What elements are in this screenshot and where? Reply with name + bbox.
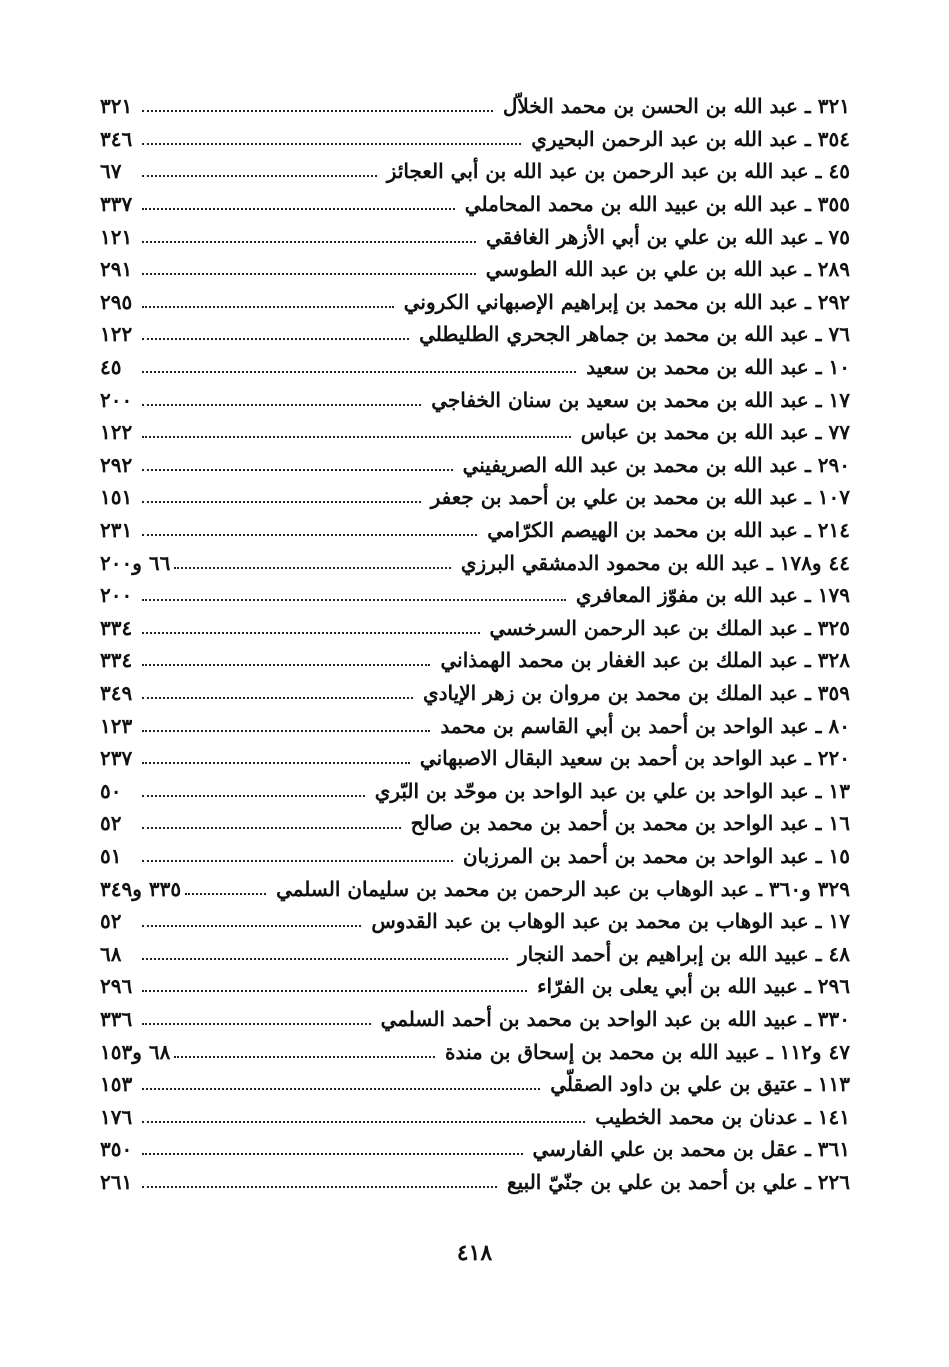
index-entry	[100, 449, 850, 482]
index-entry	[100, 253, 850, 286]
index-entry	[100, 123, 850, 156]
dot-leader	[142, 990, 527, 992]
dot-leader	[142, 436, 571, 438]
entry-page-ref: ٣٣٦	[100, 1006, 133, 1031]
entry-page-ref: ٢٠٠	[100, 583, 133, 608]
dot-leader	[142, 338, 409, 340]
entry-name: ١٧ ـ عبد الوهاب بن محمد بن عبد الوهاب بن عبد القدوس	[371, 909, 850, 934]
entry-name: ٤٨ ـ عبيد الله بن إبراهيم بن أحمد النجار	[517, 941, 850, 966]
index-entry	[100, 383, 850, 416]
entry-page-ref: ١٢٢	[100, 322, 133, 347]
dot-leader	[142, 1121, 585, 1123]
entry-name: ٢٢٠ ـ عبد الواحد بن أحمد بن سعيد البقال الاصبهاني	[419, 746, 850, 771]
dot-leader	[142, 501, 421, 503]
entry-page-ref: ٣٤٦	[100, 126, 133, 151]
index-entry	[100, 188, 850, 221]
entry-name: ١٥ ـ عبد الواحد بن محمد بن أحمد بن المرزبان	[462, 843, 850, 868]
index-list	[100, 90, 850, 1198]
index-entry	[100, 644, 850, 677]
dot-leader	[142, 241, 476, 243]
entry-name: ٣٥٤ ـ عبد الله بن عبد الرحمن البحيري	[531, 126, 850, 151]
entry-name: ١٠ ـ عبد الله بن محمد بن سعيد	[586, 355, 850, 380]
dot-leader	[174, 567, 451, 569]
dot-leader	[142, 534, 477, 536]
dot-leader	[142, 404, 421, 406]
dot-leader	[142, 1153, 523, 1155]
entry-name: ٢٨٩ ـ عبد الله بن علي بن عبد الله الطوسي	[485, 257, 850, 282]
index-entry	[100, 807, 850, 840]
entry-page-ref: ٣٤٩	[100, 680, 133, 705]
index-entry	[100, 840, 850, 873]
index-entry	[100, 1100, 850, 1133]
dot-leader	[142, 697, 413, 699]
entry-name: ١١٣ ـ عتيق بن علي بن داود الصقلّي	[550, 1072, 850, 1097]
entry-page-ref: ٤٥	[100, 355, 122, 380]
entry-name: ٣٦١ ـ عقل بن محمد بن علي الفارسي	[532, 1137, 850, 1162]
entry-page-ref: ٢٦١	[100, 1169, 133, 1194]
entry-page-ref: ٣٢١	[100, 94, 133, 119]
index-entry	[100, 709, 850, 742]
entry-name: ٧٦ ـ عبد الله بن محمد بن جماهر الجحري الطليطلي	[419, 322, 850, 347]
entry-name: ١٣ ـ عبد الواحد بن علي بن عبد الواحد بن موحّد بن البّري	[374, 778, 850, 803]
entry-name: ١٤١ ـ عدنان بن محمد الخطيب	[595, 1104, 850, 1129]
dot-leader	[142, 827, 401, 829]
index-entry	[100, 1166, 850, 1199]
entry-page-ref: ١٥١	[100, 485, 133, 510]
entry-page-ref: ٦٧	[100, 159, 122, 184]
entry-page-ref: ٣٣٤	[100, 615, 133, 640]
entry-name: ٢١٤ ـ عبد الله بن محمد بن الهيصم الكرّامي	[487, 518, 850, 543]
entry-page-ref: ٢٣٧	[100, 746, 133, 771]
entry-page-ref: ٢٣١	[100, 518, 133, 543]
index-entry	[100, 514, 850, 547]
entry-name: ٢٩٠ ـ عبد الله بن محمد بن عبد الله الصريفيني	[462, 452, 850, 477]
entry-page-ref: ٢٩١	[100, 257, 133, 282]
entry-page-ref: ٢٠٠	[100, 387, 133, 412]
index-entry	[100, 546, 850, 579]
entry-name: ٣٢٥ ـ عبد الملك بن عبد الرحمن السرخسي	[489, 615, 850, 640]
dot-leader	[142, 664, 430, 666]
dot-leader	[142, 143, 521, 145]
index-entry	[100, 742, 850, 775]
dot-leader	[142, 1023, 371, 1025]
entry-name: ٣٢١ ـ عبد الله بن الحسن بن محمد الخلاّل	[502, 94, 850, 119]
dot-leader	[142, 208, 455, 210]
entry-page-ref: ٥٢	[100, 909, 122, 934]
entry-name: ٧٧ ـ عبد الله بن محمد بن عباس	[580, 420, 850, 445]
index-entry	[100, 612, 850, 645]
dot-leader	[142, 371, 576, 373]
index-entry	[100, 481, 850, 514]
index-entry	[100, 1035, 850, 1068]
entry-page-ref: ٦٨	[100, 941, 122, 966]
dot-leader	[142, 1186, 497, 1188]
entry-page-ref: ٢٩٦	[100, 974, 133, 999]
entry-page-ref: ٦٨ و١٥٣	[100, 1039, 171, 1064]
index-entry	[100, 579, 850, 612]
index-entry	[100, 220, 850, 253]
entry-page-ref: ١٢١	[100, 224, 133, 249]
index-entry	[100, 90, 850, 123]
page-number: ٤١٨	[456, 1240, 493, 1266]
index-entry	[100, 1068, 850, 1101]
dot-leader	[142, 795, 365, 797]
entry-page-ref: ٢٩٥	[100, 289, 133, 314]
entry-name: ١٠٧ ـ عبد الله بن محمد بن علي بن أحمد بن جعفر	[430, 485, 850, 510]
entry-page-ref: ٥٠	[100, 778, 122, 803]
index-entry	[100, 774, 850, 807]
entry-page-ref: ٣٥٠	[100, 1137, 133, 1162]
dot-leader	[142, 306, 394, 308]
dot-leader	[142, 110, 493, 112]
entry-name: ٣٣٠ ـ عبيد الله بن عبد الواحد بن محمد بن أحمد السلمي	[380, 1006, 850, 1031]
dot-leader	[142, 860, 453, 862]
entry-name: ٣٢٨ ـ عبد الملك بن عبد الغفار بن محمد الهمذاني	[440, 648, 850, 673]
entry-page-ref: ٥١	[100, 843, 122, 868]
entry-page-ref: ١٧٦	[100, 1104, 133, 1129]
entry-name: ٧٥ ـ عبد الله بن علي بن أبي الأزهر الغافقي	[485, 224, 850, 249]
entry-name: ٨٠ ـ عبد الواحد بن أحمد بن أبي القاسم بن محمد	[440, 713, 850, 738]
index-entry	[100, 872, 850, 905]
entry-name: ٤٤ و١٧٨ ـ عبد الله بن محمود الدمشقي البرزي	[460, 550, 850, 575]
dot-leader	[142, 599, 566, 601]
entry-name: ٤٧ و١١٢ ـ عبيد الله بن محمد بن إسحاق بن مندة	[445, 1039, 850, 1064]
dot-leader	[142, 1088, 540, 1090]
dot-leader	[142, 925, 361, 927]
entry-page-ref: ٢٩٢	[100, 452, 133, 477]
dot-leader	[142, 273, 476, 275]
entry-name: ١٧ ـ عبد الله بن محمد بن سعيد بن سنان الخفاجي	[431, 387, 850, 412]
entry-page-ref: ١٢٢	[100, 420, 133, 445]
index-entry	[100, 970, 850, 1003]
entry-name: ٣٥٩ ـ عبد الملك بن محمد بن مروان بن زهر الإيادي	[422, 680, 850, 705]
entry-name: ١٧٩ ـ عبد الله بن مفوّز المعافري	[575, 583, 850, 608]
entry-page-ref: ١٢٣	[100, 713, 133, 738]
index-entry	[100, 286, 850, 319]
index-entry	[100, 937, 850, 970]
dot-leader	[142, 762, 410, 764]
index-entry	[100, 905, 850, 938]
dot-leader	[185, 893, 266, 895]
index-entry	[100, 416, 850, 449]
dot-leader	[142, 632, 480, 634]
index-entry	[100, 155, 850, 188]
index-entry	[100, 677, 850, 710]
dot-leader	[142, 175, 377, 177]
entry-name: ٤٥ ـ عبد الله بن عبد الرحمن بن عبد الله بن أبي العجائز	[386, 159, 850, 184]
entry-name: ١٦ ـ عبد الواحد بن محمد بن أحمد بن محمد بن صالح	[410, 811, 850, 836]
dot-leader	[174, 1056, 435, 1058]
index-entry	[100, 1003, 850, 1036]
entry-page-ref: ١٥٣	[100, 1072, 133, 1097]
entry-name: ٣٢٩ و٣٦٠ ـ عبد الوهاب بن عبد الرحمن بن محمد بن سليمان السلمي	[276, 876, 850, 901]
entry-page-ref: ٣٣٤	[100, 648, 133, 673]
index-entry	[100, 1133, 850, 1166]
entry-name: ٢٩٢ ـ عبد الله بن محمد بن إبراهيم الإصبهاني الكروني	[403, 289, 850, 314]
dot-leader	[142, 469, 453, 471]
entry-name: ٢٢٦ ـ علي بن أحمد بن علي بن جنّيّ البيع	[507, 1169, 850, 1194]
index-entry	[100, 351, 850, 384]
entry-page-ref: ٣٣٥ و٣٤٩	[100, 876, 182, 901]
entry-name: ٣٥٥ ـ عبد الله بن عبيد الله بن محمد المحاملي	[464, 192, 850, 217]
entry-page-ref: ٥٢	[100, 811, 122, 836]
index-entry	[100, 318, 850, 351]
entry-page-ref: ٦٦ و٢٠٠	[100, 550, 171, 575]
dot-leader	[142, 730, 430, 732]
entry-name: ٢٩٦ ـ عبيد الله بن أبي يعلى بن الفرّاء	[537, 974, 850, 999]
dot-leader	[142, 958, 508, 960]
entry-page-ref: ٣٣٧	[100, 192, 133, 217]
